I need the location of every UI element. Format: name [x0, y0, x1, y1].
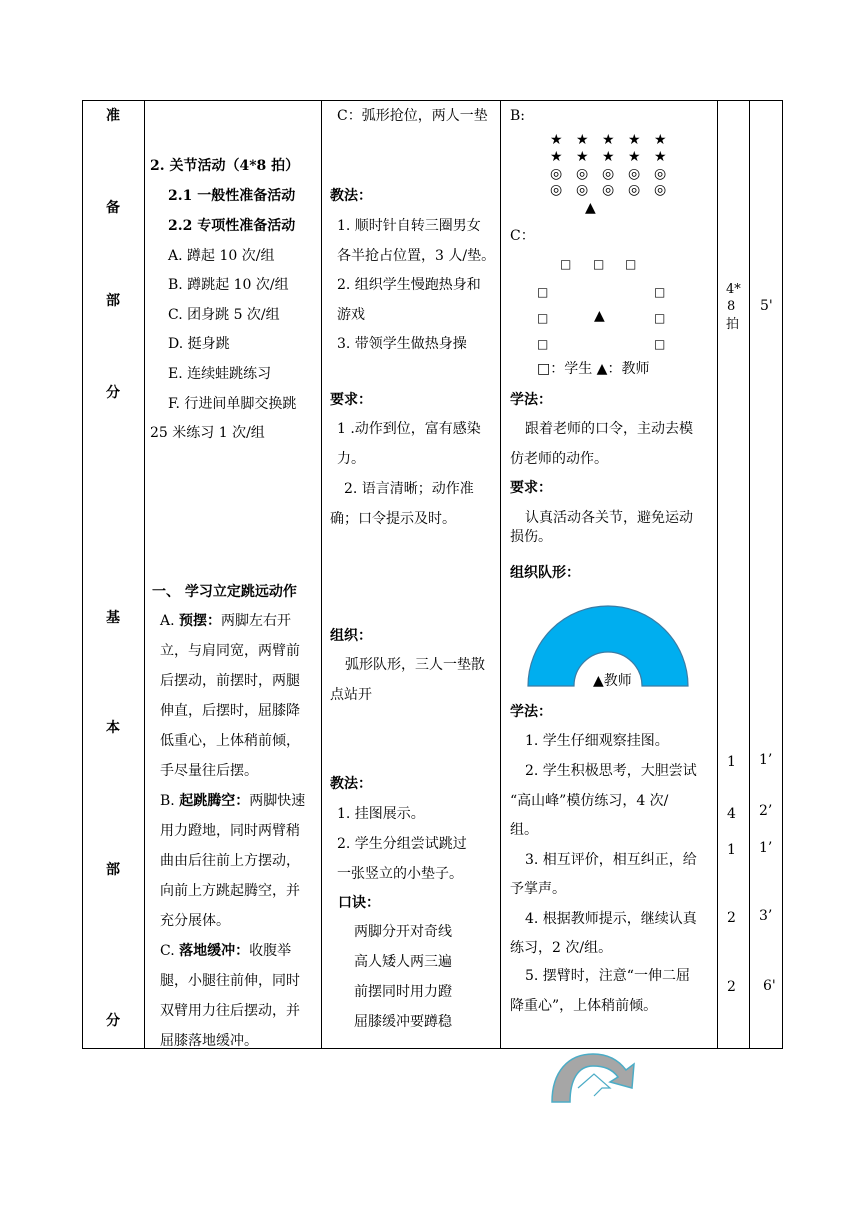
count-basic-3: 2: [727, 910, 736, 926]
teacher-method2-0: 1. 挂图展示。: [337, 806, 425, 822]
prep-heading: 2. 关节活动（4*8 拍）: [150, 158, 300, 174]
time-basic-2: 1’: [759, 840, 773, 856]
basic-a-line-5: 手尽量往后摆。: [160, 763, 258, 779]
student-learn-1: 仿老师的动作。: [510, 451, 608, 467]
star-icon: ★: [654, 132, 667, 148]
teacher-req-2: 2. 语言清晰；动作准: [344, 481, 474, 497]
student-req-0: 认真活动各关节，避免运动: [525, 510, 693, 526]
teacher-chant-1: 高人矮人两三遍: [354, 954, 452, 970]
col-line-4: [717, 100, 718, 1049]
time-basic-0: 1’: [759, 752, 773, 768]
teacher-method-4: 3. 带领学生做热身操: [337, 336, 467, 352]
basic-b-line-2: 曲由后往前上方摆动，: [160, 853, 300, 869]
section-label-prep-2: 部: [106, 293, 120, 309]
star-icon: ★: [576, 132, 589, 148]
star-icon: ★: [602, 132, 615, 148]
student-req-1: 损伤。: [510, 529, 552, 545]
circle-icon: ◎: [576, 166, 589, 182]
circle-icon: ◎: [654, 182, 667, 198]
basic-b-line-4: 充分展体。: [160, 913, 230, 929]
count-basic-2: 1: [727, 842, 736, 858]
student-learn2-label: 学法：: [510, 704, 552, 720]
teacher-req-label: 要求：: [330, 392, 372, 408]
teacher-chant-3: 屈膝缓冲要蹲稳: [354, 1014, 452, 1030]
prep-item-c: C. 团身跳 5 次/组: [168, 307, 280, 323]
teacher-req-3: 确；口令提示及时。: [330, 511, 456, 527]
basic-a-line-1: 立，与肩同宽，两臂前: [160, 643, 300, 659]
basic-c-line-0: C. 落地缓冲：收腹举: [160, 943, 292, 959]
prep-sub-1: 2.1 一般性准备活动: [168, 188, 296, 204]
star-icon: ★: [654, 149, 667, 165]
square-icon: □: [537, 285, 549, 299]
student-learn-label: 学法：: [510, 392, 552, 408]
star-icon: ★: [602, 149, 615, 165]
star-icon: ★: [576, 149, 589, 165]
basic-c-line-3: 屈膝落地缓冲。: [160, 1033, 258, 1049]
teacher-method2-1: 2. 学生分组尝试跳过: [337, 836, 467, 852]
basic-a-line-3: 伸直，后摆时，屈膝降: [160, 703, 300, 719]
teacher-req-1: 力。: [337, 451, 365, 467]
circle-icon: ◎: [602, 182, 615, 198]
curved-arrow-shadow: [578, 1074, 610, 1096]
teacher-req-0: 1 .动作到位，富有感染: [337, 421, 481, 437]
basic-a-line-2: 后摆动，前摆时，两腿: [160, 673, 300, 689]
section-label-prep-0: 准: [106, 108, 120, 124]
square-icon: □: [593, 257, 605, 271]
square-icon: □: [537, 311, 549, 325]
circle-icon: ◎: [602, 166, 615, 182]
curved-arrow-icon: [548, 1044, 648, 1106]
col-line-2: [321, 100, 322, 1049]
student-learn2-4: 3. 相互评价，相互纠正，给: [525, 852, 697, 868]
student-b-label: B:: [510, 108, 526, 124]
col-line-1: [144, 100, 145, 1049]
col-line-6: [782, 100, 783, 1049]
count-basic-1: 4: [727, 806, 736, 822]
time-basic-4: 6': [763, 978, 776, 994]
section-label-basic-0: 基: [106, 610, 120, 626]
prep-item-f: F. 行进间单脚交换跳: [168, 396, 297, 412]
section-label-prep-1: 备: [106, 200, 120, 216]
prep-item-e: E. 连续蛙跳练习: [168, 366, 272, 382]
table-border-top: [82, 100, 783, 101]
circle-icon: ◎: [654, 166, 667, 182]
student-learn2-6: 4. 根据教师提示，继续认真: [525, 911, 697, 927]
star-icon: ★: [550, 149, 563, 165]
teacher-org-0: 弧形队形，三人一垫散: [345, 657, 485, 673]
section-label-basic-2: 部: [106, 862, 120, 878]
basic-b-line-1: 用力蹬地，同时两臂稍: [160, 823, 300, 839]
curved-arrow-body: [552, 1054, 634, 1102]
teacher-top-line: C：弧形抢位，两人一垫: [337, 108, 488, 124]
section-label-basic-1: 本: [106, 720, 120, 736]
basic-c-line-1: 腿，小腿往前伸，同时: [160, 973, 300, 989]
time-basic-3: 3’: [759, 908, 773, 924]
student-req-label: 要求：: [510, 480, 552, 496]
student-learn2-2: “高山峰”模仿练习，4 次/: [510, 793, 669, 809]
prep-item-b: B. 蹲跳起 10 次/组: [168, 277, 289, 293]
teacher-method-3: 游戏: [337, 307, 365, 323]
square-icon: □: [654, 311, 666, 325]
square-icon: □: [560, 257, 572, 271]
prep-item-d: D. 挺身跳: [168, 336, 230, 352]
formation-legend: □：学生 ▲：教师: [537, 361, 650, 377]
student-c-label: C：: [510, 228, 535, 244]
student-learn2-0: 1. 学生仔细观察挂图。: [525, 733, 669, 749]
basic-a-line-4: 低重心，上体稍前倾，: [160, 733, 300, 749]
prep-item-f-cont: 25 米练习 1 次/组: [150, 425, 265, 441]
col-line-3: [500, 100, 501, 1049]
teacher-method-2: 2. 组织学生慢跑热身和: [337, 277, 481, 293]
student-learn2-9: 降重心”，上体稍前倾。: [510, 998, 658, 1014]
time-basic-1: 2’: [759, 803, 773, 819]
teacher-chant-label: 口诀：: [338, 895, 380, 911]
basic-heading: 一、 学习立定跳远动作: [152, 584, 297, 600]
formation-label: 组织队形：: [510, 565, 580, 581]
circle-icon: ◎: [628, 166, 641, 182]
circle-icon: ◎: [628, 182, 641, 198]
circle-icon: ◎: [576, 182, 589, 198]
star-icon: ★: [550, 132, 563, 148]
time-prep: 5': [760, 298, 773, 314]
count-prep-0: 4*: [726, 282, 741, 297]
teacher-chant-2: 前摆同时用力蹬: [354, 984, 452, 1000]
count-prep-2: 拍: [726, 317, 740, 332]
square-icon: □: [654, 337, 666, 351]
arc-teacher-label: ▲教师: [593, 673, 632, 689]
student-learn2-7: 练习，2 次/组。: [510, 940, 613, 956]
col-line-5: [749, 100, 750, 1049]
teacher-method-0: 1. 顺时针自转三圈男女: [337, 218, 481, 234]
teacher-method2-2: 一张竖立的小垫子。: [337, 866, 463, 882]
prep-item-a: A. 蹲起 10 次/组: [168, 248, 275, 264]
square-icon: □: [654, 285, 666, 299]
student-learn-0: 跟着老师的口令，主动去模: [525, 421, 693, 437]
count-basic-4: 2: [727, 979, 736, 995]
circle-icon: ◎: [550, 166, 563, 182]
student-learn2-3: 组。: [510, 822, 538, 838]
teacher-method-1: 各半抢占位置，3 人/垫。: [337, 248, 496, 264]
student-learn2-1: 2. 学生积极思考，大胆尝试: [525, 763, 697, 779]
teacher-triangle-icon: ▲: [585, 200, 596, 216]
student-learn2-8: 5. 摆臂时，注意“一伸二屈: [525, 968, 690, 984]
teacher-org-1: 点站开: [330, 687, 372, 703]
square-icon: □: [537, 337, 549, 351]
star-icon: ★: [628, 132, 641, 148]
col-line-0: [82, 100, 83, 1049]
basic-c-line-2: 双臂用力往后摆动，并: [160, 1003, 300, 1019]
basic-a-line-0: A. 预摆：两脚左右开: [160, 613, 292, 629]
student-learn2-5: 予掌声。: [510, 881, 566, 897]
section-label-prep-3: 分: [106, 385, 120, 401]
teacher-org-label: 组织：: [330, 628, 372, 644]
circle-icon: ◎: [550, 182, 563, 198]
prep-sub-2: 2.2 专项性准备活动: [168, 218, 296, 234]
section-label-basic-3: 分: [106, 1013, 120, 1029]
square-icon: □: [625, 257, 637, 271]
teacher-triangle-icon: ▲: [594, 308, 605, 324]
teacher-chant-0: 两脚分开对奇线: [354, 924, 452, 940]
basic-b-line-0: B. 起跳腾空：两脚快速: [160, 793, 306, 809]
teacher-method-label: 教法：: [330, 188, 372, 204]
count-basic-0: 1: [727, 754, 736, 770]
teacher-method2-label: 教法：: [330, 776, 372, 792]
star-icon: ★: [628, 149, 641, 165]
count-prep-1: 8: [727, 299, 736, 314]
basic-b-line-3: 向前上方跳起腾空，并: [160, 883, 300, 899]
